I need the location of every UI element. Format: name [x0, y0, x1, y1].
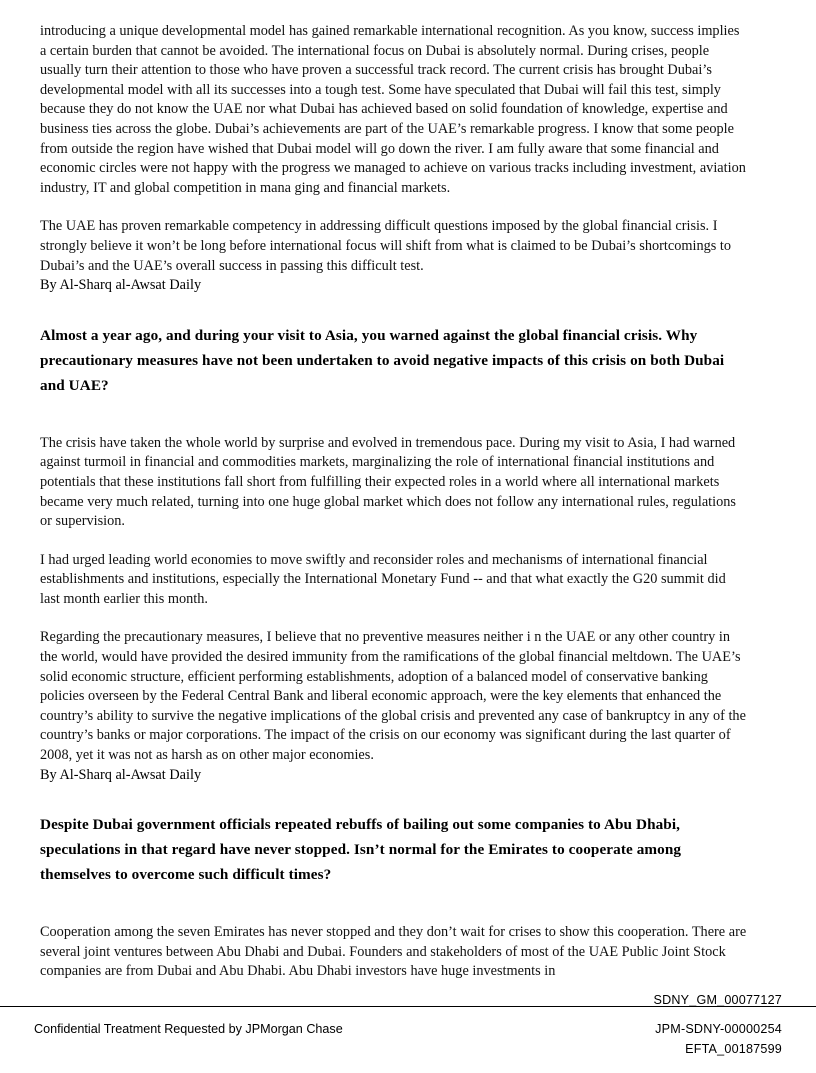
question-2-gap-top: [40, 785, 748, 812]
answer-1-paragraph-3: Regarding the precautionary measures, I believe that no preventive measures neither i n the UAE or any other country in the world, would have provided the desired immunity from the ramifications of the global financial meltdown. The UAE’s solid economic structure, efficient performing establishments, adoption of a balanced model of conservative banking policies overseen by the Federal Central Bank and liberal economic approach, were the key elements that enhanced the country’s ability to survive the negative implications of the global crisis and prevented any case of bankruptcy in any of the country’s banks or major corporations. The impact of the crisis on our economy was significant during the last quarter of 2008, yet it was not as harsh as on other major economies.: [40, 629, 746, 764]
document-body: [40, 22, 748, 982]
paragraph-gap: [40, 198, 748, 217]
answer-1-paragraph-1: The crisis have taken the whole world by surprise and evolved in tremendous pace. During my visit to Asia, I had warned against turmoil in financial and commodities markets, marginalizing the role of international financial institutions and potentials that these institutions fall short from fulfilling their expected roles in a world where all international markets became very much related, turning into one huge global market which does not follow any international rules, regulations or supervision.: [40, 434, 736, 530]
paragraph-intro: introducing a unique developmental model has gained remarkable international recognition. As you know, success implies a certain burden that cannot be avoided. The international focus on Dubai is absolutely normal. During crises, people usually turn their attention to those who have proven a successful track record. The current crisis has brought Dubai’s developmental model with all its successes into a tough test. Some have speculated that Dubai will fail this test, simply because they do not know the UAE nor what Dubai has achieved based on solid foundation of knowledge, expertise and business ties across the globe. Dubai’s achievements are part of the UAE’s remarkable progress. I know that some people from outside the region have wished that Dubai model will go down the river. I am fully aware that some financial and economic circles were not happy with the progress we managed to achieve on various tracks including investment, aviation industry, IT and global competition in mana ging and financial markets.: [40, 23, 746, 196]
footer-divider: [0, 1006, 816, 1007]
byline-1: By Al-Sharq al-Awsat Daily: [40, 277, 202, 294]
bates-number-secondary: EFTA_00187599: [685, 1042, 782, 1056]
answer-1-paragraph-2: I had urged leading world economies to move swiftly and reconsider roles and mechanisms of international financial establishments and institutions, especially the International Monetary Fund -- and that what exactly the G20 summit did last month earlier this month.: [40, 551, 726, 607]
answer-1-gap-1: [40, 532, 748, 551]
question-gap-bottom: [40, 398, 748, 434]
question-gap-top: [40, 296, 748, 323]
answer-1-gap-2: [40, 609, 748, 628]
question-2: Despite Dubai government officials repeated rebuffs of bailing out some companies to Abu Dhabi, speculations in that regard have never stopped. Isn’t normal for the Emirates to cooperate among themselves to overcome such difficult times?: [40, 816, 682, 884]
question-2-gap-bottom: [40, 887, 748, 923]
bates-number-primary: JPM-SDNY-00000254: [655, 1022, 782, 1036]
bates-number-top: SDNY_GM_00077127: [653, 993, 782, 1007]
question-1: Almost a year ago, and during your visit to Asia, you warned against the global financial crisis. Why precautionary measures have not been undertaken to avoid negative impacts of this crisis on both Dubai and UAE?: [40, 326, 725, 394]
answer-2-paragraph: Cooperation among the seven Emirates has never stopped and they don’t wait for crises to show this cooperation. There are several joint ventures between Abu Dhabi and Dubai. Founders and stakeholders of most of the UAE Public Joint Stock companies are from Dubai and Abu Dhabi. Abu Dhabi investors have huge investments in: [40, 924, 747, 980]
confidentiality-notice: Confidential Treatment Requested by JPMorgan Chase: [34, 1022, 343, 1036]
paragraph-uae-competency: The UAE has proven remarkable competency in addressing difficult questions imposed by the global financial crisis. I strongly believe it won’t be long before international focus will shift from what is claimed to be Dubai’s shortcomings to Dubai’s and the UAE’s overall success in passing this difficult test.: [40, 218, 732, 274]
byline-2: By Al-Sharq al-Awsat Daily: [40, 766, 202, 783]
